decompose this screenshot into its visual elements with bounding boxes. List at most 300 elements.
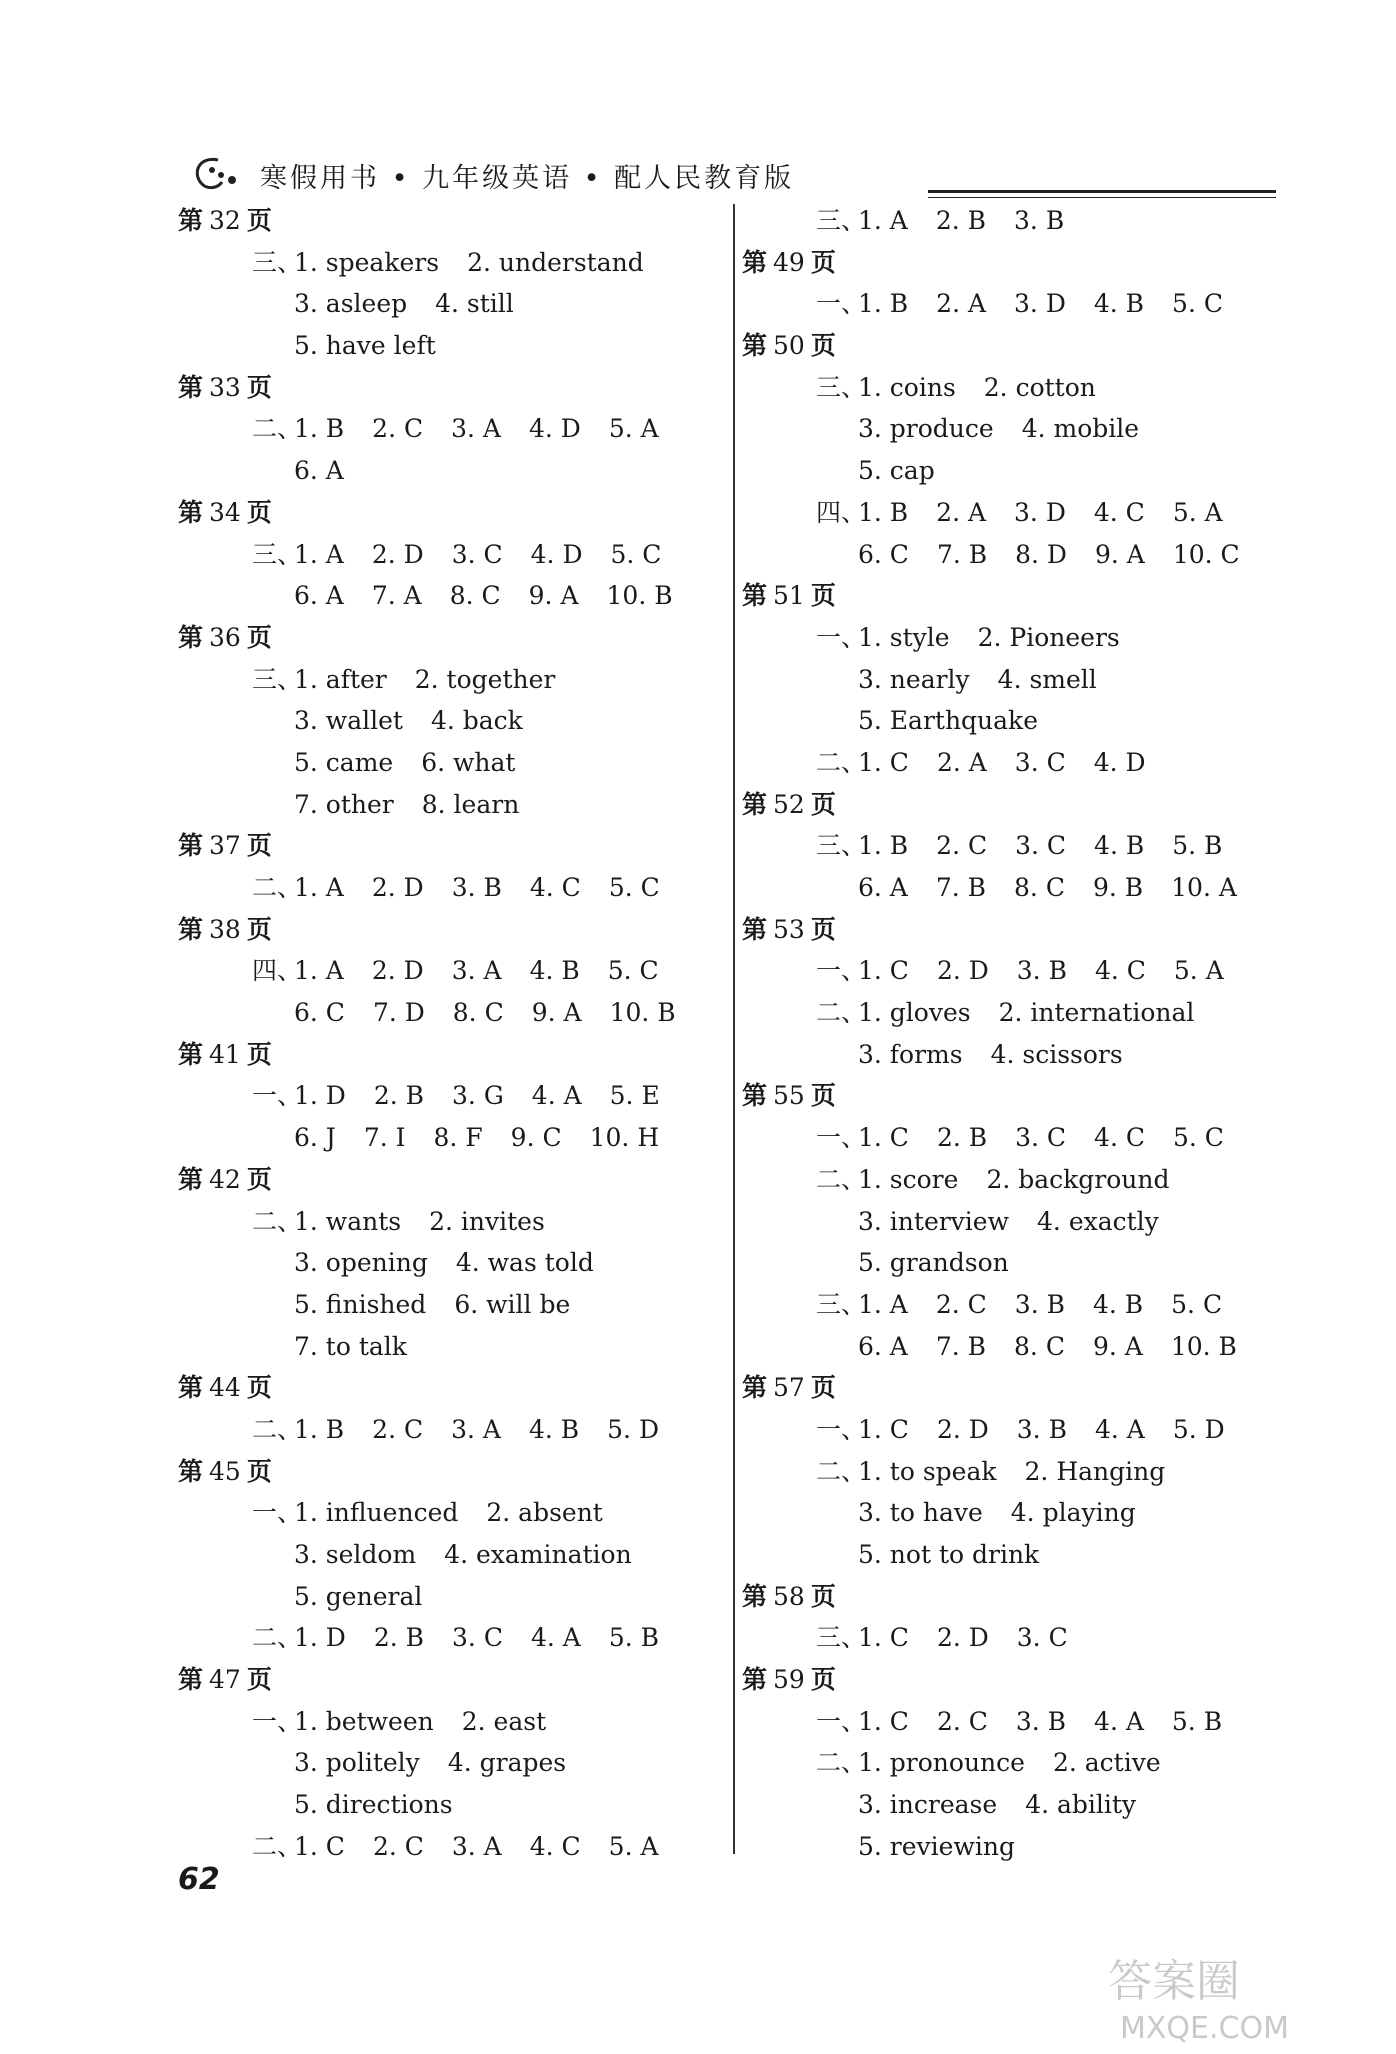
answer-item: 5. cap (858, 456, 935, 486)
answer-item: 2. international (998, 998, 1195, 1028)
answer-item: 9. A (531, 998, 582, 1028)
answer-line (742, 1826, 1262, 1868)
answer-item: 5. came (294, 747, 394, 777)
page-ref-suffix: 页 (810, 331, 836, 361)
answer-line (742, 492, 1262, 534)
answer-item: 2. D (371, 873, 424, 902)
answer-line (742, 1242, 1262, 1284)
page-reference-heading (178, 1451, 698, 1493)
answer-item: 5. A (1172, 497, 1223, 527)
header-rule-thick (928, 190, 1276, 193)
answer-item: 3. D (1014, 497, 1066, 527)
answer-line (742, 617, 1262, 659)
answer-item: 3. increase (858, 1790, 998, 1820)
section-marker: 一、 (252, 1081, 303, 1111)
answer-item: 3. wallet (294, 706, 403, 736)
answer-item: 2. D (936, 956, 989, 986)
answer-item: 1. score (858, 1164, 959, 1194)
answer-line (178, 1784, 698, 1826)
page-ref-suffix: 页 (810, 581, 836, 611)
answer-item: 2. understand (467, 247, 644, 277)
answer-item: 5. E (609, 1081, 660, 1111)
page-ref-prefix: 第 (178, 206, 204, 235)
page-ref-suffix: 页 (246, 1665, 272, 1695)
page-reference-heading (742, 1659, 1262, 1701)
page-reference-heading (742, 784, 1262, 826)
page-ref-num: 38 (209, 914, 241, 944)
page-ref-prefix: 第 (742, 1373, 768, 1403)
answer-item: 1. between (294, 1706, 434, 1736)
answer-item: 3. A (451, 414, 501, 444)
answer-item: 7. I (363, 1123, 406, 1153)
answer-item: 1. to speak (858, 1456, 997, 1486)
page-reference-heading (742, 242, 1262, 284)
answer-item: 5. directions (294, 1790, 453, 1820)
answer-item: 6. what (421, 747, 516, 777)
watermark-bottom-text: MXQE.COM (1120, 2011, 1289, 2046)
answer-item: 3. D (1014, 289, 1066, 319)
answer-item: 2. A (936, 747, 987, 777)
section-marker: 三、 (252, 664, 303, 694)
page-ref-prefix: 第 (742, 581, 768, 611)
page-reference-heading (742, 1576, 1262, 1618)
answer-item: 3. A (451, 956, 502, 986)
answer-item: 2. absent (486, 1498, 603, 1528)
answer-item: 4. D (530, 539, 583, 569)
section-marker: 三、 (816, 372, 867, 402)
answer-item: 8. C (1014, 1331, 1065, 1361)
answer-line (178, 742, 698, 784)
page-reference-heading (178, 1659, 698, 1701)
answer-item: 2. invites (429, 1206, 545, 1236)
answer-item: 9. A (1094, 539, 1145, 569)
answer-item: 10. A (1171, 873, 1237, 902)
answer-line (178, 1409, 698, 1451)
section-marker: 一、 (816, 956, 867, 986)
answer-item: 1. C (858, 1706, 909, 1736)
section-marker: 三、 (816, 1289, 867, 1319)
answer-line (178, 1201, 698, 1243)
page-ref-suffix: 页 (810, 1581, 836, 1611)
page-ref-prefix: 第 (742, 247, 768, 277)
answer-line (178, 1242, 698, 1284)
answer-item: 3. asleep (294, 289, 408, 319)
page-ref-suffix: 页 (246, 206, 272, 235)
section-marker: 一、 (816, 622, 867, 652)
page-ref-suffix: 页 (810, 1373, 836, 1403)
answer-item: 1. influenced (294, 1498, 459, 1528)
page-ref-prefix: 第 (178, 1665, 204, 1695)
answer-item: 5. finished (294, 1289, 427, 1319)
section-marker: 三、 (252, 247, 303, 277)
page-ref-num: 49 (773, 247, 805, 277)
answer-item: 1. A (294, 539, 344, 569)
answer-item: 6. A (858, 873, 908, 902)
answer-line (742, 1492, 1262, 1534)
section-marker: 二、 (252, 1623, 303, 1653)
page-reference-heading (178, 909, 698, 951)
answer-line (178, 992, 698, 1034)
answer-item: 2. Hanging (1024, 1456, 1166, 1486)
page-reference-heading (178, 1159, 698, 1201)
answer-item: 9. C (510, 1123, 562, 1153)
page-ref-num: 53 (773, 914, 805, 944)
answer-item: 1. A (294, 956, 344, 986)
page-ref-num: 51 (773, 581, 805, 611)
section-marker: 一、 (816, 1414, 867, 1444)
page-ref-prefix: 第 (178, 497, 204, 527)
answer-item: 2. together (414, 664, 556, 694)
answer-item: 10. B (1170, 1331, 1237, 1361)
answer-item: 1. B (294, 414, 345, 444)
section-marker: 四、 (816, 497, 867, 527)
answer-line (742, 1701, 1262, 1743)
page-ref-prefix: 第 (742, 789, 768, 819)
answer-item: 6. A (858, 1331, 908, 1361)
answer-item: 4. B (1093, 289, 1145, 319)
answer-item: 5. C (1171, 1289, 1223, 1319)
answer-item: 9. B (1092, 873, 1144, 902)
section-marker: 二、 (252, 1831, 303, 1861)
answer-item: 5. C (1172, 289, 1223, 319)
answer-item: 3. B (1016, 956, 1067, 986)
answer-item: 5. reviewing (858, 1831, 1015, 1861)
page-ref-prefix: 第 (178, 1373, 204, 1403)
page-reference-heading (178, 367, 698, 409)
page-ref-prefix: 第 (178, 622, 204, 652)
answer-item: 1. wants (294, 1206, 402, 1236)
answer-line (742, 1117, 1262, 1159)
answer-item: 4. B (529, 956, 580, 986)
answer-line (178, 1492, 698, 1534)
answer-item: 3. A (451, 1831, 502, 1861)
answer-item: 4. C (1093, 497, 1145, 527)
page-ref-num: 37 (209, 831, 241, 861)
answer-item: 5. B (608, 1623, 659, 1653)
answer-line (178, 700, 698, 742)
section-marker: 三、 (816, 206, 867, 235)
answer-item: 1. D (294, 1623, 346, 1653)
answer-item: 3. to have (858, 1498, 983, 1528)
page-ref-num: 36 (209, 622, 241, 652)
answer-item: 9. A (528, 581, 579, 611)
answer-item: 5. A (1173, 956, 1224, 986)
page-reference-heading (178, 617, 698, 659)
answer-item: 5. grandson (858, 1248, 1009, 1278)
page-ref-prefix: 第 (742, 1665, 768, 1695)
answer-item: 8. D (1015, 539, 1067, 569)
answer-item: 7. B (936, 539, 988, 569)
book-logo-icon (188, 152, 252, 200)
answer-item: 1. C (858, 747, 909, 777)
answer-item: 4. D (528, 414, 581, 444)
page-ref-suffix: 页 (246, 372, 272, 402)
page-reference-heading (742, 909, 1262, 951)
answer-item: 4. still (435, 289, 514, 319)
watermark-top-text: 答案圈 (1108, 1956, 1240, 2007)
answer-line (178, 450, 698, 492)
page-ref-suffix: 页 (810, 789, 836, 819)
answer-line (742, 534, 1262, 576)
answer-item: 4. D (1093, 747, 1146, 777)
page-reference-heading (742, 1367, 1262, 1409)
page-ref-suffix: 页 (246, 831, 272, 861)
answer-item: 1. A (294, 873, 344, 902)
page-ref-prefix: 第 (178, 372, 204, 402)
answer-item: 1. C (858, 1414, 909, 1444)
running-header (188, 152, 1276, 200)
page-reference-heading (742, 575, 1262, 617)
page-reference-heading (742, 1075, 1262, 1117)
page-ref-num: 58 (773, 1581, 805, 1611)
answer-item: 4. smell (997, 664, 1097, 694)
page-ref-prefix: 第 (178, 1456, 204, 1486)
answer-item: 5. D (1172, 1414, 1225, 1444)
right-answer-column (742, 200, 1262, 1868)
answer-item: 1. style (858, 622, 950, 652)
answer-item: 1. C (858, 1623, 909, 1653)
answer-item: 2. D (371, 956, 424, 986)
answer-line (178, 1284, 698, 1326)
answer-item: 5. not to drink (858, 1540, 1040, 1569)
section-marker: 二、 (252, 414, 303, 444)
page-reference-heading (178, 492, 698, 534)
answer-item: 2. east (461, 1706, 547, 1736)
page-ref-prefix: 第 (178, 1164, 204, 1194)
answer-item: 2. C (372, 414, 424, 444)
answer-item: 3. C (1016, 1623, 1068, 1653)
answer-item: 1. gloves (858, 998, 971, 1028)
answer-item: 2. cotton (983, 372, 1096, 402)
answer-line (742, 950, 1262, 992)
section-marker: 一、 (252, 1706, 303, 1736)
answer-item: 4. ability (1025, 1790, 1137, 1820)
answer-item: 8. C (1014, 873, 1065, 902)
section-marker: 二、 (816, 747, 867, 777)
answer-line (742, 200, 1262, 242)
left-answer-column (178, 200, 698, 1868)
answer-item: 3. forms (858, 1039, 963, 1069)
page-ref-suffix: 页 (810, 247, 836, 277)
answer-item: 5. A (608, 1831, 659, 1861)
answer-line (742, 1534, 1262, 1576)
answer-line (742, 1159, 1262, 1201)
answer-item: 8. C (449, 581, 501, 611)
page-ref-suffix: 页 (246, 1456, 272, 1486)
answer-item: 3. opening (294, 1248, 428, 1278)
answer-item: 3. nearly (858, 664, 970, 694)
answer-item: 2. B (373, 1623, 425, 1653)
page-reference-heading (178, 1367, 698, 1409)
section-marker: 一、 (252, 1498, 303, 1528)
answer-item: 3. B (1015, 1706, 1067, 1736)
answer-item: 4. back (430, 706, 523, 736)
answer-item: 1. C (858, 956, 909, 986)
answer-item: 5. C (607, 956, 659, 986)
answer-item: 4. mobile (1021, 414, 1140, 444)
page-ref-num: 32 (209, 206, 241, 235)
answer-line (178, 534, 698, 576)
page-ref-suffix: 页 (246, 1373, 272, 1403)
answer-line (178, 1534, 698, 1576)
answer-line (178, 1617, 698, 1659)
answer-item: 8. F (433, 1123, 483, 1153)
answer-item: 8. learn (421, 789, 520, 819)
answer-item: 2. B (935, 206, 987, 235)
answer-line (178, 867, 698, 909)
section-marker: 二、 (252, 873, 303, 902)
page-ref-prefix: 第 (742, 914, 768, 944)
answer-item: 2. D (371, 539, 424, 569)
answer-item: 5. A (608, 414, 659, 444)
answer-item: 1. speakers (294, 247, 440, 277)
answer-item: 5. general (294, 1581, 423, 1611)
answer-item: 4. A (1094, 1706, 1144, 1736)
answer-item: 7. B (935, 1331, 987, 1361)
page-ref-num: 45 (209, 1456, 241, 1486)
page-reference-heading (178, 200, 698, 242)
answer-item: 3. politely (294, 1748, 420, 1778)
answer-item: 10. B (606, 581, 673, 611)
section-marker: 二、 (816, 998, 867, 1028)
answer-item: 2. D (936, 1414, 989, 1444)
answer-item: 3. produce (858, 414, 994, 444)
answer-item: 2. C (935, 1289, 987, 1319)
answer-line (742, 1201, 1262, 1243)
answer-item: 4. C (1094, 1123, 1145, 1153)
answer-item: 3. C (1015, 1123, 1067, 1153)
answer-line (742, 1326, 1262, 1368)
answer-item: 7. other (294, 789, 394, 819)
answer-item: 3. interview (858, 1206, 1010, 1236)
page-ref-prefix: 第 (178, 914, 204, 944)
answer-item: 2. C (936, 831, 988, 861)
section-marker: 二、 (252, 1414, 303, 1444)
section-marker: 一、 (816, 1706, 867, 1736)
answer-line (742, 1617, 1262, 1659)
answer-line (742, 1784, 1262, 1826)
page-ref-num: 33 (209, 372, 241, 402)
answer-line (178, 408, 698, 450)
answer-line (742, 825, 1262, 867)
answer-line (178, 1576, 698, 1618)
answer-item: 3. C (1015, 831, 1067, 861)
section-marker: 四、 (252, 956, 303, 986)
answer-item: 5. C (608, 873, 660, 902)
answer-item: 10. H (589, 1123, 660, 1153)
page-ref-num: 41 (209, 1039, 241, 1069)
page-ref-suffix: 页 (810, 1081, 836, 1111)
section-marker: 二、 (816, 1456, 867, 1486)
page-ref-suffix: 页 (246, 1039, 272, 1069)
answer-item: 10. C (1172, 539, 1240, 569)
page-ref-suffix: 页 (246, 914, 272, 944)
answer-item: 3. B (1014, 206, 1065, 235)
page-reference-heading (742, 325, 1262, 367)
answer-item: 8. C (452, 998, 504, 1028)
answer-item: 4. B (528, 1414, 580, 1444)
answer-line (742, 742, 1262, 784)
answer-item: 1. A (858, 206, 908, 235)
answer-item: 4. exactly (1037, 1206, 1159, 1236)
answer-item: 3. seldom (294, 1540, 417, 1569)
page-ref-prefix: 第 (178, 1039, 204, 1069)
page-ref-num: 42 (209, 1164, 241, 1194)
page-ref-prefix: 第 (178, 831, 204, 861)
answer-item: 2. background (986, 1164, 1170, 1194)
answer-line (742, 1034, 1262, 1076)
answer-item: 2. Pioneers (977, 622, 1120, 652)
section-marker: 二、 (816, 1748, 867, 1778)
answer-item: 1. B (858, 497, 909, 527)
answer-item: 2. D (936, 1623, 989, 1653)
answer-line (178, 784, 698, 826)
page-ref-num: 52 (773, 789, 805, 819)
answer-line (742, 450, 1262, 492)
page-ref-prefix: 第 (742, 1581, 768, 1611)
answer-item: 4. grapes (447, 1748, 567, 1778)
header-rule-thin (928, 197, 1276, 198)
answer-item: 3. B (451, 873, 502, 902)
answer-line (178, 1742, 698, 1784)
answer-item: 7. to talk (294, 1331, 407, 1361)
answer-line (178, 950, 698, 992)
answer-item: 7. B (935, 873, 987, 902)
answer-line (178, 325, 698, 367)
answer-item: 6. C (294, 998, 345, 1028)
answer-item: 1. after (294, 664, 387, 694)
answer-line (742, 1284, 1262, 1326)
answer-item: 4. A (1094, 1414, 1145, 1444)
answer-item: 1. pronounce (858, 1748, 1025, 1778)
answer-item: 5. D (607, 1414, 659, 1444)
answer-line (742, 700, 1262, 742)
answer-item: 4. B (1094, 831, 1145, 861)
answer-line (742, 367, 1262, 409)
section-marker: 一、 (816, 1123, 867, 1153)
answer-line (178, 283, 698, 325)
answer-line (742, 992, 1262, 1034)
answer-item: 2. B (936, 1123, 988, 1153)
page-ref-num: 57 (773, 1373, 805, 1403)
answer-item: 2. C (936, 1706, 988, 1736)
answer-line (178, 659, 698, 701)
answer-line (742, 867, 1262, 909)
page-ref-num: 59 (773, 1665, 805, 1695)
answer-line (742, 283, 1262, 325)
answer-item: 1. B (294, 1414, 345, 1444)
site-watermark (1100, 1950, 1380, 2046)
answer-item: 9. A (1092, 1331, 1143, 1361)
page-number: 62 (178, 1862, 220, 1897)
answer-item: 1. A (858, 1289, 908, 1319)
answer-item: 4. scissors (990, 1039, 1123, 1069)
page-ref-suffix: 页 (810, 914, 836, 944)
answer-item: 5. have left (294, 331, 436, 361)
answer-item: 6. C (858, 539, 909, 569)
answer-item: 10. B (609, 998, 676, 1028)
page-ref-num: 55 (773, 1081, 805, 1111)
answer-item: 1. C (858, 1123, 909, 1153)
column-divider (733, 204, 735, 1854)
answer-item: 6. A (294, 581, 344, 611)
answer-item: 1. coins (858, 372, 956, 402)
answer-item: 1. C (294, 1831, 345, 1861)
answer-item: 4. A (530, 1623, 581, 1653)
answer-item: 2. A (936, 497, 987, 527)
section-marker: 二、 (252, 1206, 303, 1236)
answer-item: 3. C (452, 1623, 503, 1653)
